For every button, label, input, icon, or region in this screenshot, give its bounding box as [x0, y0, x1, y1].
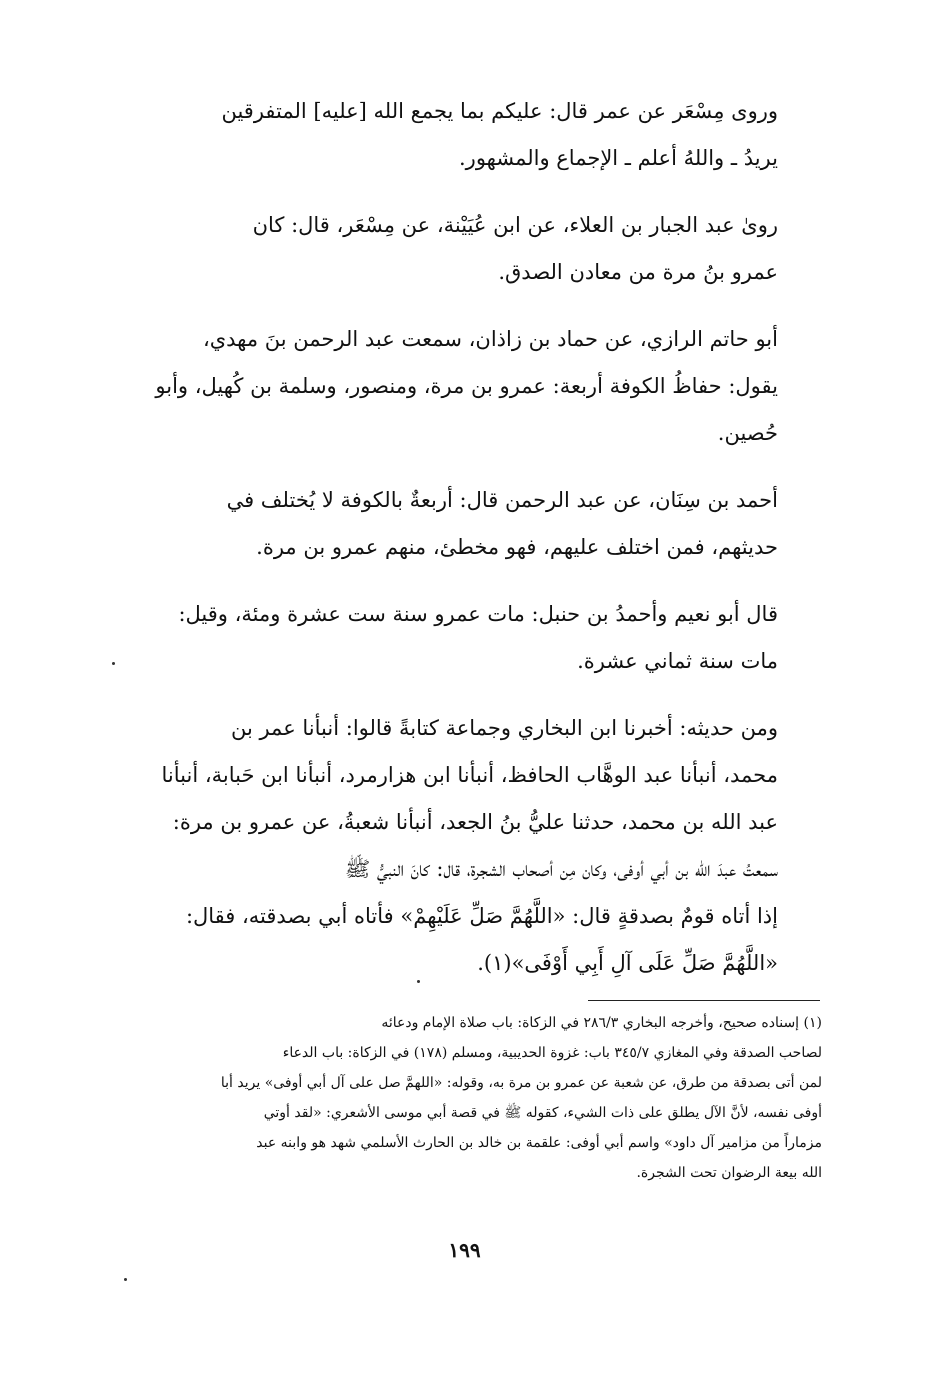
text-line: حُصين. [717, 421, 778, 445]
text-line: يقول: حفاظُ الكوفة أربعة: عمرو بن مرة، ومنصور، وسلمة بن كُهيل، وأبو [155, 374, 778, 398]
scan-speck [417, 980, 420, 983]
scan-speck [124, 1278, 127, 1281]
footnote-line: لصاحب الصدقة وفي المغازي ٣٤٥/٧ باب: غزوة الحديبية، ومسلم (١٧٨) في الزكاة: باب الدعاء [282, 1045, 822, 1061]
text-line: روىٰ عبد الجبار بن العلاء، عن ابن عُيَيْنة، عن مِسْعَر، قال: كان [252, 213, 778, 237]
paragraph-6 [140, 705, 820, 987]
paragraph-3 [140, 316, 820, 457]
footnote-line: الله بيعة الرضوان تحت الشجرة. [636, 1165, 822, 1181]
text-line: محمد، أنبأنا عبد الوهَّاب الحافظ، أنبأنا ابن هزارمرد، أنبأنا ابن حَبابة، أنبأنا [161, 763, 778, 787]
text-line: وروى مِسْعَر عن عمر قال: عليكم بما يجمع الله [عليه] المتفرقين [221, 99, 778, 123]
footnote-line: لمن أتى بصدقة من طرق، عن شعبة عن عمرو بن مرة به، وقوله: «اللهمَّ صل على آل أبي أوفى» يريد أبا [220, 1075, 822, 1091]
footnote-line: مزماراً من مزامير آل داود» واسم أبي أوفى: علقمة بن خالد بن الحارث الأسلمي شهد هو وابنه عبد [256, 1135, 822, 1151]
text-line: عمرو بنُ مرة من معادن الصدق. [498, 260, 778, 284]
text-line: ومن حديثه: أخبرنا ابن البخاري وجماعة كتابةً قالوا: أنبأنا عمر بن [230, 716, 778, 740]
text-line: أحمد بن سِنَان، عن عبد الرحمن قال: أربعةٌ بالكوفة لا يُختلف في [226, 488, 778, 512]
main-text [140, 88, 820, 1007]
paragraph-4 [140, 477, 820, 571]
text-line: سمعتُ عبدَ الله بن أبي أوفى، وكان مِن أصحاب الشجرة، قال: كانَ النبيُّ ﷺ [344, 857, 778, 881]
paragraph-5 [140, 591, 820, 685]
page-number: ١٩٩ [448, 1238, 481, 1262]
scan-speck [112, 662, 115, 665]
text-line: قال أبو نعيم وأحمدُ بن حنبل: مات عمرو سنة ست عشرة ومئة، وقيل: [178, 602, 778, 626]
text-line: حديثهم، فمن اختلف عليهم، فهو مخطئ، منهم عمرو بن مرة. [256, 535, 778, 559]
text-line: «اللَّهُمَّ صَلِّ عَلَى آلِ أَبِي أَوْفَى»(١). [477, 951, 778, 975]
footnote-line: (١) إسناده صحيح، وأخرجه البخاري ٢٨٦/٣ في الزكاة: باب صلاة الإمام ودعائه [381, 1015, 822, 1031]
text-line: مات سنة ثماني عشرة. [577, 649, 778, 673]
paragraph-2 [140, 202, 820, 296]
footnotes [136, 1008, 822, 1188]
text-line: إذا أتاه قومٌ بصدقةٍ قال: «اللَّهُمَّ صَلِّ عَلَيْهِمْ» فأتاه أبي بصدقته، فقال: [185, 904, 778, 928]
text-line: أبو حاتم الرازي، عن حماد بن زاذان، سمعت عبد الرحمن بنَ مهدي، [202, 327, 778, 351]
text-line: يريدُ ـ واللهُ أعلم ـ الإجماع والمشهور. [459, 146, 778, 170]
paragraph-1 [140, 88, 820, 182]
footnote-line: أوفى نفسه، لأنَّ الآل يطلق على ذات الشيء، كقوله ﷺ في قصة أبي موسى الأشعري: «لقد أوتي [263, 1105, 822, 1121]
text-line: عبد الله بن محمد، حدثنا عليُّ بنُ الجعد، أنبأنا شعبةُ، عن عمرو بن مرة: [172, 810, 778, 834]
footnote-divider [588, 1000, 820, 1001]
